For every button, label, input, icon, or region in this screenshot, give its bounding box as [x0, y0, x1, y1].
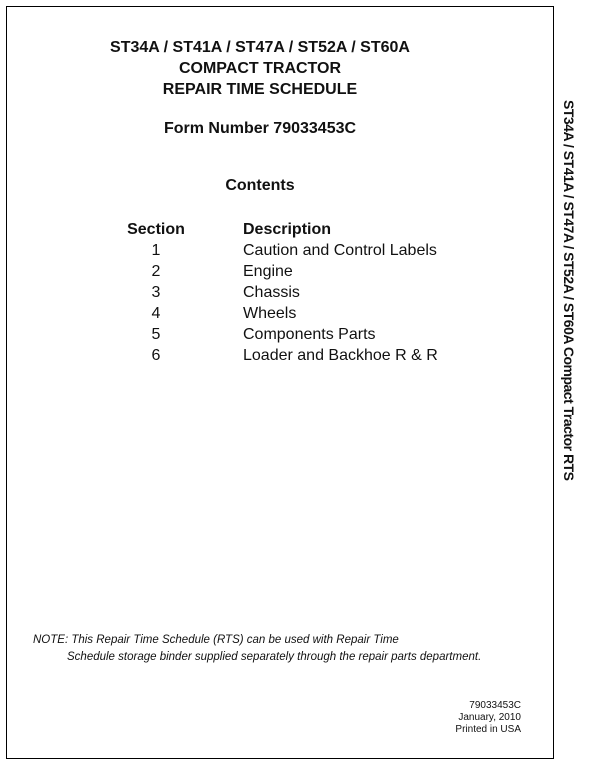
note-line-1: NOTE: This Repair Time Schedule (RTS) can be used with Repair Time — [33, 634, 399, 646]
section-description: Caution and Control Labels — [243, 242, 437, 259]
table-row — [117, 324, 497, 345]
usage-note — [33, 632, 481, 666]
spine-title-text: ST34A / ST41A / ST47A / ST52A / ST60A Compact Tractor RTS — [561, 100, 577, 481]
section-number: 4 — [151, 305, 161, 322]
table-row — [117, 303, 497, 324]
spine-title — [558, 100, 580, 520]
section-description: Chassis — [243, 284, 300, 301]
table-row — [117, 240, 497, 261]
section-number: 6 — [151, 347, 161, 364]
section-description: Wheels — [243, 305, 297, 322]
document-title — [7, 37, 513, 100]
contents-table — [117, 219, 497, 366]
title-schedule: REPAIR TIME SCHEDULE — [162, 81, 358, 98]
title-models: ST34A / ST41A / ST47A / ST52A / ST60A — [110, 39, 410, 56]
table-row — [117, 261, 497, 282]
title-product: COMPACT TRACTOR — [178, 60, 342, 77]
section-number: 5 — [151, 326, 161, 343]
contents-table-header — [117, 219, 497, 240]
footer-printed: Printed in USA — [455, 724, 521, 735]
section-number: 2 — [151, 263, 161, 280]
table-row — [117, 282, 497, 303]
print-info — [455, 700, 521, 736]
table-row — [117, 345, 497, 366]
section-number: 1 — [151, 242, 161, 259]
section-description: Engine — [243, 263, 293, 280]
note-line-2: Schedule storage binder supplied separately through the repair parts department. — [67, 651, 482, 663]
footer-form-code: 79033453C — [469, 700, 521, 711]
contents-heading: Contents — [225, 177, 295, 194]
section-description: Loader and Backhoe R & R — [243, 347, 438, 364]
section-column-header: Section — [127, 221, 185, 238]
section-description: Components Parts — [243, 326, 376, 343]
description-column-header: Description — [243, 221, 332, 238]
section-number: 3 — [151, 284, 161, 301]
document-page — [6, 6, 554, 759]
footer-date: January, 2010 — [458, 712, 521, 723]
form-number: Form Number 79033453C — [163, 120, 357, 137]
